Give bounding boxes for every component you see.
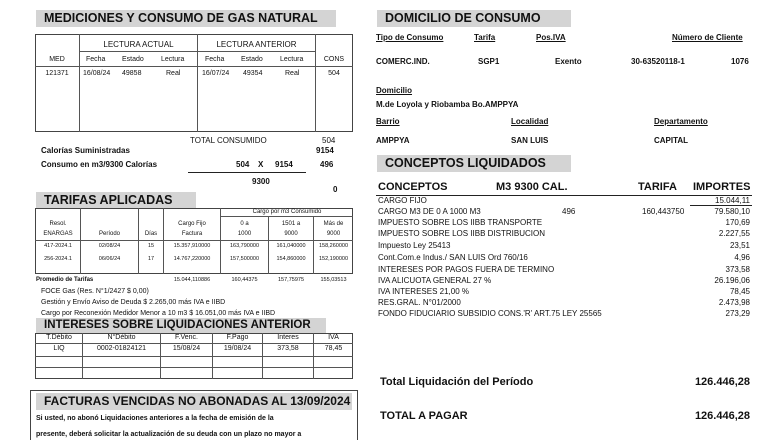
tarifas-title: TARIFAS APLICADAS	[36, 192, 196, 209]
tar-col-masde: Más de	[323, 221, 344, 227]
dom-posiva-value: Exento	[555, 57, 582, 66]
dom-col-posiva: Pos.IVA	[536, 33, 566, 42]
tarifas-table	[35, 208, 353, 274]
divisor: 9300	[252, 177, 270, 186]
int-col-ndebito: N°Débito	[107, 334, 136, 341]
consumo-a: 504	[236, 160, 250, 169]
dom-cliente-value: 1076	[731, 57, 749, 66]
calorias-label: Calorías Suministradas	[41, 146, 130, 155]
mediciones-title: MEDICIONES Y CONSUMO DE GAS NATURAL	[36, 10, 336, 27]
col-med: MED	[49, 56, 65, 63]
tar-col-dias: Días	[144, 231, 158, 237]
lectura-actual-header: LECTURA ACTUAL	[103, 40, 174, 49]
col-fecha-anterior: Fecha	[205, 56, 225, 63]
row-cons: 504	[328, 70, 340, 77]
dom-cuit-value: 30-63520118-1	[631, 57, 685, 66]
conc-col-tarifa: TARIFA	[638, 181, 677, 193]
col-fecha-actual: Fecha	[86, 56, 106, 63]
conc-col-m3: M3 9300 CAL.	[496, 181, 568, 193]
barrio-value: AMPPYA	[376, 136, 410, 145]
promedio-0a: 160,44375	[231, 277, 258, 283]
consumo-b: 9154	[275, 160, 293, 169]
int-col-iva: IVA	[328, 334, 339, 341]
tar-col-9000a: 9000	[284, 231, 298, 237]
int-col-interes: Interes	[277, 334, 299, 341]
gestion-text: Gestión y Envío Aviso de Deuda $ 2.265,00 más IVA e IIBD	[41, 299, 226, 306]
tar-col-factura: Factura	[181, 231, 203, 237]
tar-col-1000: 1000	[237, 231, 252, 237]
tar-col-1501a: 1501 a	[281, 221, 301, 227]
tar-col-periodo: Período	[98, 231, 120, 237]
total-consumido-label: TOTAL CONSUMIDO	[190, 136, 267, 145]
intereses-title: INTERESES SOBRE LIQUIDACIONES ANTERIOR	[36, 318, 326, 333]
facturas-line1: Si usted, no abonó Liquidaciones anteriores a la fecha de emisión de la	[36, 415, 274, 422]
dom-col-cliente: Número de Cliente	[672, 33, 743, 42]
tar-col-9000b: 9000	[326, 231, 341, 237]
consumo-x: X	[258, 160, 264, 169]
total-liquidacion-label: Total Liquidación del Período	[380, 376, 534, 388]
tar-col-resol: Resol.	[49, 221, 67, 227]
row-estado-actual: 49858	[122, 70, 142, 77]
domicilio-value: M.de Loyola y Riobamba Bo.AMPPYA	[376, 100, 519, 109]
row-fecha-anterior: 16/07/24	[202, 70, 230, 77]
barrio-label: Barrio	[376, 117, 400, 126]
dom-tipo-value: COMERC.IND.	[376, 57, 430, 66]
col-lectura-anterior: Lectura	[280, 56, 304, 63]
total-consumido-value: 504	[322, 136, 336, 145]
row-lectura-actual: Real	[166, 70, 181, 77]
tar-col-cargofijo: Cargo Fijo	[178, 221, 206, 227]
total-liquidacion-value: 126.446,28	[694, 376, 750, 388]
calorias-value: 9154	[316, 146, 334, 155]
promedio-label: Promedio de Tarifas	[36, 277, 94, 283]
row-lectura-anterior: Real	[285, 70, 300, 77]
lectura-anterior-header: LECTURA ANTERIOR	[216, 40, 297, 49]
tar-col-enargas: ENARGAS	[43, 231, 73, 237]
dom-col-tarifa: Tarifa	[474, 33, 496, 42]
conc-col-importes: IMPORTES	[693, 181, 751, 193]
foce-text: FOCE Gas (Res. N°1/2427 $ 0,00)	[41, 288, 149, 295]
consumo-label: Consumo en m3/9300 Calorías	[41, 160, 158, 169]
departamento-value: CAPITAL	[654, 136, 689, 145]
consumo-zero: 0	[333, 185, 338, 194]
int-col-tdebito: T.Débito	[46, 334, 72, 341]
cargo-recon-text: Cargo por Reconexión Medidor Menor a 10 m3 $ 16.051,00 más IVA e IIBD	[41, 310, 276, 317]
localidad-label: Localidad	[511, 117, 549, 126]
int-col-fvenc: F.Venc.	[175, 334, 198, 341]
col-lectura-actual: Lectura	[161, 56, 185, 63]
promedio-masde: 155,03513	[320, 277, 347, 283]
conc-col-conceptos: CONCEPTOS	[378, 181, 448, 193]
domicilio-label: Domicilio	[376, 86, 413, 95]
tar-col-0a: 0 a	[240, 221, 249, 227]
departamento-label: Departamento	[654, 117, 708, 126]
localidad-value: SAN LUIS	[511, 136, 549, 145]
promedio-1501a: 157,75975	[278, 277, 304, 283]
consumo-value: 496	[320, 160, 334, 169]
facturas-line2: presente, deberá solicitar la actualización de su deuda con un plazo no mayor a	[36, 431, 302, 438]
dom-col-tipo: Tipo de Consumo	[376, 33, 444, 42]
row-estado-anterior: 49354	[243, 70, 263, 77]
int-col-fpago: F.Pago	[226, 334, 249, 341]
cargo-m3-header: Cargo por m3 Consumido	[252, 209, 322, 215]
row-fecha-actual: 16/08/24	[83, 70, 111, 77]
promedio-fijo: 15.044,110886	[173, 277, 211, 283]
total-pagar-value: 126.446,28	[694, 410, 750, 422]
row-med: 121371	[45, 70, 69, 77]
col-estado-actual: Estado	[122, 56, 144, 63]
dom-tarifa-value: SGP1	[478, 57, 500, 66]
conceptos-title: CONCEPTOS LIQUIDADOS	[377, 155, 571, 172]
domicilio-title: DOMICILIO DE CONSUMO	[377, 10, 571, 27]
total-pagar-label: TOTAL A PAGAR	[380, 410, 468, 422]
facturas-title: FACTURAS VENCIDAS NO ABONADAS AL 13/09/2024	[36, 393, 352, 410]
col-estado-anterior: Estado	[241, 56, 263, 63]
col-cons: CONS	[323, 56, 345, 63]
